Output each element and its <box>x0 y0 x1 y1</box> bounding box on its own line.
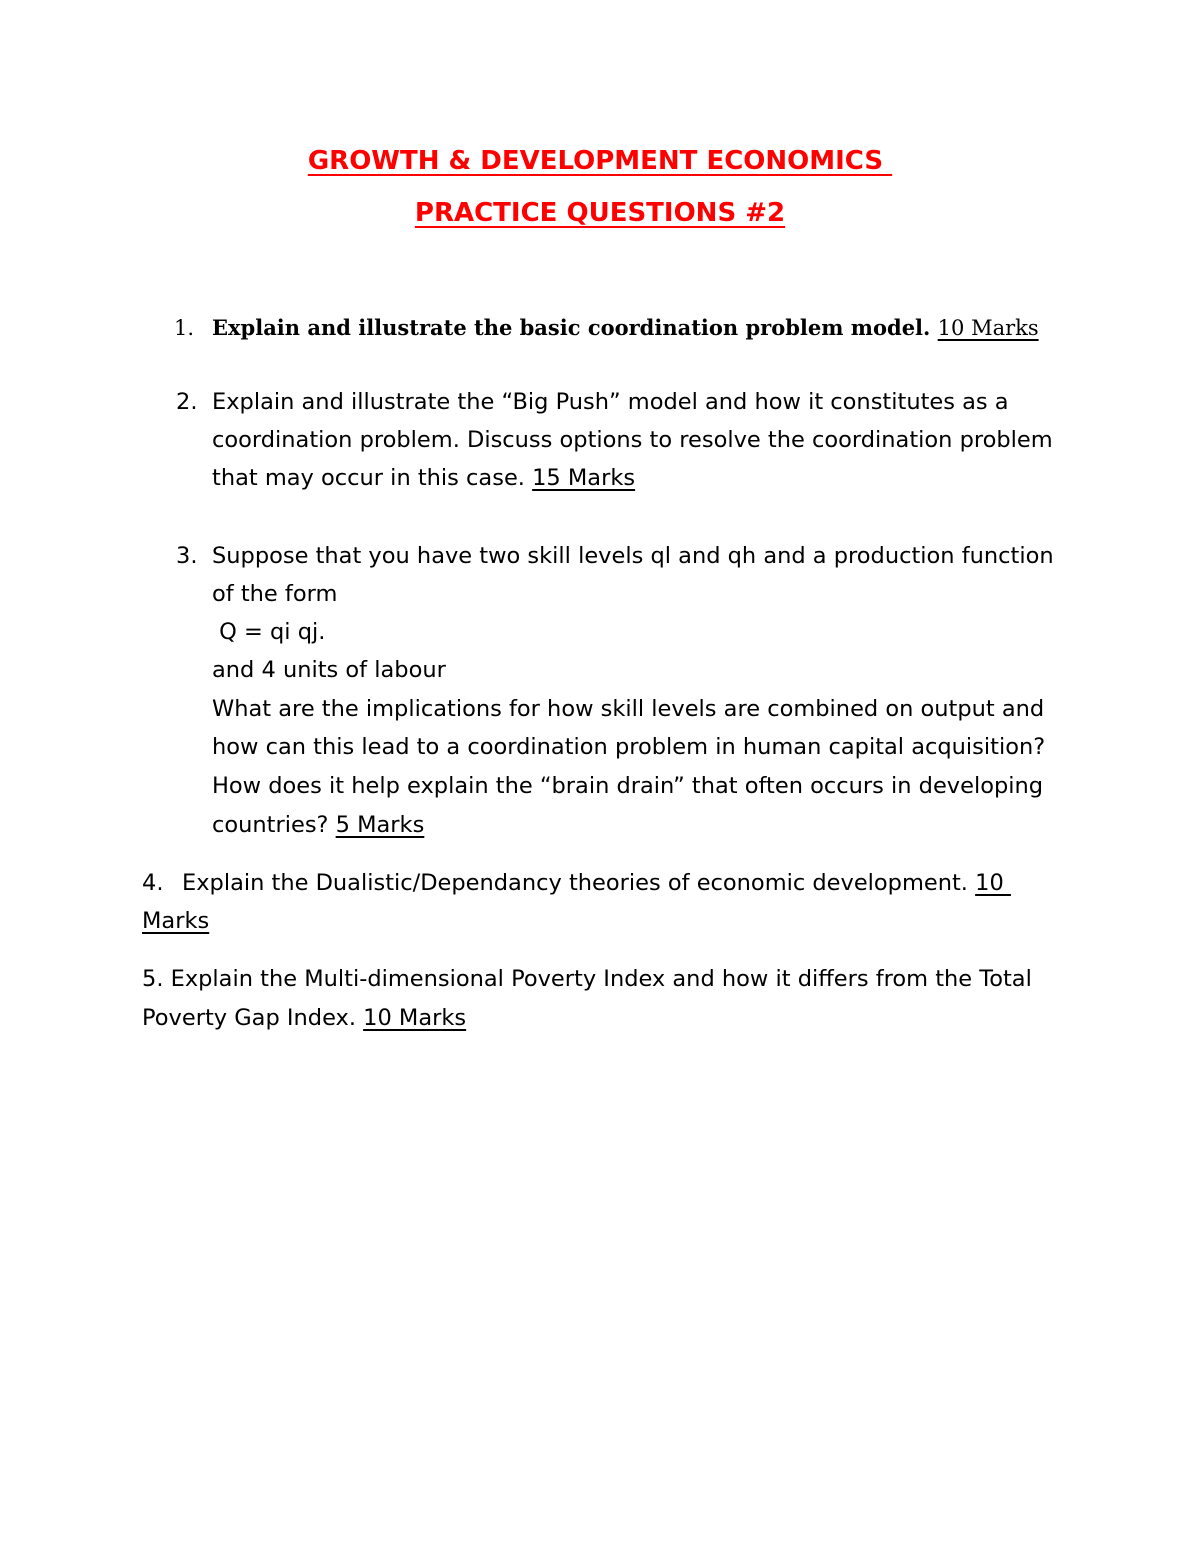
question-4-line-1 <box>182 864 1011 903</box>
question-5-number: 5. <box>142 966 164 992</box>
document-title: GROWTH & DEVELOPMENT ECONOMICS <box>307 146 893 176</box>
question-5-marks: 10 Marks <box>363 1005 467 1031</box>
question-4-text: Explain the Dualistic/Dependancy theories of economic development. <box>182 870 976 896</box>
question-1-marks: 10 Marks <box>937 316 1039 340</box>
question-4-marks-part1: 10 <box>975 870 1011 896</box>
question-2-text-end: that may occur in this case. <box>212 465 533 491</box>
question-4-marks-part2: Marks <box>142 908 210 934</box>
question-5-line-1 <box>142 960 1032 999</box>
question-1-number: 1. <box>174 316 195 340</box>
question-3-marks: 5 Marks <box>335 812 425 838</box>
question-4-line-2 <box>142 902 209 941</box>
question-3-formula: Q = qi qj. <box>212 619 326 645</box>
question-2-line-1: Explain and illustrate the “Big Push” model and how it constitutes as a <box>212 389 1009 415</box>
question-3-line-6: how can this lead to a coordination problem in human capital acquisition? <box>212 734 1046 760</box>
question-5-text-end: Poverty Gap Index. <box>142 1005 364 1031</box>
question-2-marks: 15 Marks <box>532 465 636 491</box>
question-5-line-2 <box>142 999 466 1038</box>
question-3-line-8 <box>212 806 424 845</box>
question-3-line-5: What are the implications for how skill levels are combined on output and <box>212 696 1045 722</box>
question-3-line-7: How does it help explain the “brain drain” that often occurs in developing <box>212 773 1044 799</box>
question-2-number: 2. <box>176 389 198 415</box>
question-5-text: Explain the Multi-dimensional Poverty Index and how it differs from the Total <box>163 966 1032 992</box>
question-2-line-3 <box>212 459 635 498</box>
question-4-number: 4. <box>142 870 164 896</box>
question-1 <box>212 309 1039 348</box>
question-3-text-end: countries? <box>212 812 336 838</box>
question-1-text: Explain and illustrate the basic coordination problem model. <box>212 315 938 340</box>
question-3-number: 3. <box>176 543 198 569</box>
question-3-line-4: and 4 units of labour <box>212 657 446 683</box>
question-3-line-2: of the form <box>212 581 338 607</box>
question-3-line-1: Suppose that you have two skill levels ql and qh and a production function <box>212 543 1054 569</box>
question-2-line-2: coordination problem. Discuss options to resolve the coordination problem <box>212 427 1053 453</box>
document-subtitle: PRACTICE QUESTIONS #2 <box>414 198 786 228</box>
